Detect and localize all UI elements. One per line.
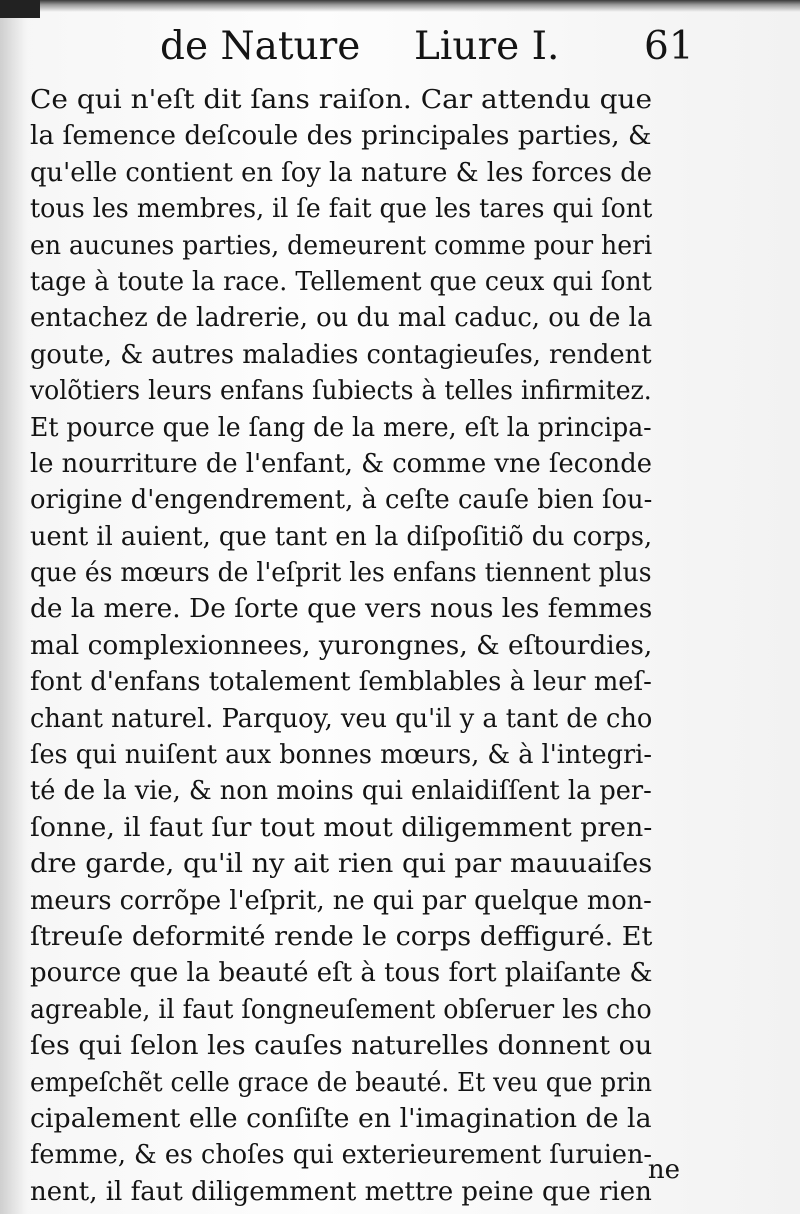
catchword: ne: [647, 1155, 680, 1185]
text-line: origine d'engendrement, à ceſte cauſe bien ſou-: [30, 485, 653, 516]
text-line: agreable, il faut ſongneuſement obſeruer les cho: [30, 994, 652, 1025]
text-line: Et pource que le ſang de la mere, eſt la principa-: [30, 412, 652, 443]
body-text: [30, 82, 670, 1210]
text-line: ſes qui nuiſent aux bonnes mœurs, & à l'integri-: [30, 740, 652, 771]
top-edge-shadow: [0, 0, 800, 12]
running-title-book: Liure I.: [414, 24, 560, 69]
scan-corner: [0, 0, 40, 18]
text-line: qu'elle contient en ſoy la nature & les forces de: [30, 157, 652, 188]
text-line: ſtreuſe deformité rende le corps deffiguré. Et: [30, 921, 653, 952]
text-line: volõtiers leurs enfans ſubiects à telles infirmitez.: [30, 376, 652, 407]
text-line: nent, il faut diligemment mettre peine que rien: [30, 1176, 652, 1207]
gutter-shadow: [0, 0, 28, 1214]
text-line: meurs corrõpe l'eſprit, ne qui par quelque mon-: [30, 885, 652, 916]
running-title-left: de Nature: [160, 24, 361, 69]
text-line: pource que la beauté eſt à tous fort plaiſante &: [30, 958, 653, 989]
text-line: le nourriture de l'enfant, & comme vne ſeconde: [30, 448, 652, 479]
text-line: cipalement elle conſiſte en l'imagination de la: [30, 1103, 652, 1134]
text-line: font d'enfans totalement ſemblables à leur meſ-: [30, 667, 652, 698]
text-line: goute, & autres maladies contagieuſes, rendent: [30, 339, 652, 370]
text-line: en aucunes parties, demeurent comme pour heri: [30, 230, 653, 261]
text-line: tage à toute la race. Tellement que ceux qui ſont: [30, 266, 652, 297]
text-line: empeſchẽt celle grace de beauté. Et veu que prin: [30, 1067, 653, 1098]
page-number: 61: [644, 24, 694, 69]
text-line: dre garde, qu'il ny ait rien qui par mauuaiſes: [30, 849, 653, 880]
text-line: Ce qui n'eſt dit ſans raiſon. Car attendu que: [30, 85, 653, 115]
text-line: que és mœurs de l'eſprit les enfans tiennent plus: [30, 558, 652, 589]
text-line: la ſemence deſcoule des principales parties, &: [30, 121, 652, 152]
text-line: mal complexionnees, yurongnes, & eſtourdies,: [30, 630, 653, 661]
text-line: ſes qui ſelon les cauſes naturelles donnent ou: [30, 1031, 653, 1062]
text-line: entachez de ladrerie, ou du mal caduc, ou de la: [30, 303, 653, 334]
text-line: té de la vie, & non moins qui enlaidiſſent la per-: [30, 776, 652, 807]
text-line: femme, & es choſes qui exterieurement ſuruien-: [30, 1140, 653, 1171]
text-line: tous les membres, il ſe fait que les tares qui ſont: [30, 194, 653, 225]
text-line: de la mere. De ſorte que vers nous les femmes: [30, 594, 653, 625]
text-line: ſonne, il faut ſur tout mout diligemment pren-: [30, 812, 653, 843]
text-line: uent il auient, que tant en la diſpoſitiõ du corps,: [30, 521, 653, 552]
text-line: chant naturel. Parquoy, veu qu'il y a tant de cho: [30, 703, 653, 734]
running-header: [160, 22, 694, 72]
